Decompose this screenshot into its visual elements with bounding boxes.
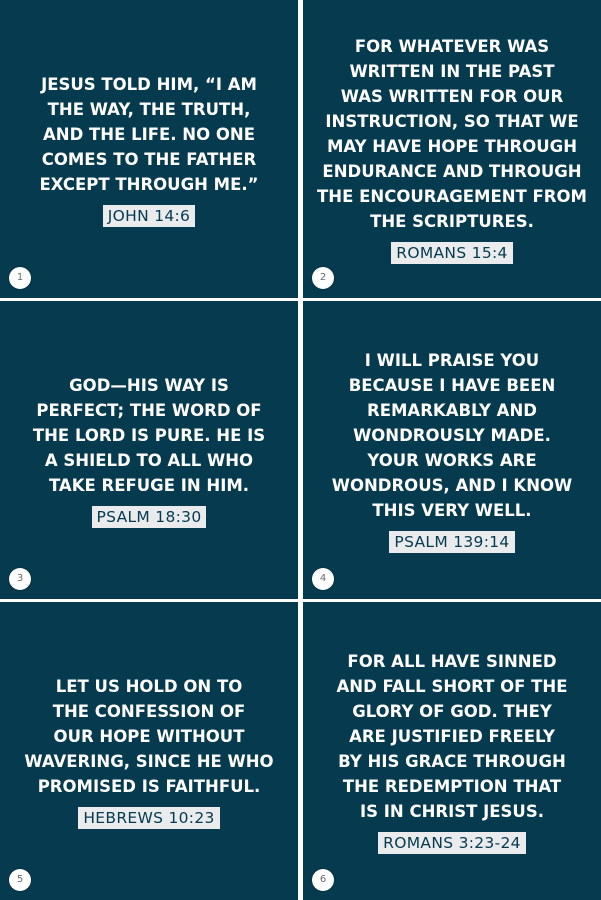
verse-line: A SHIELD TO ALL WHO (44, 450, 254, 470)
verse-line: THIS VERY WELL. (372, 500, 532, 520)
verse-text (320, 348, 584, 523)
verse-text (12, 674, 285, 799)
verse-line: AND FALL SHORT OF THE (336, 676, 568, 696)
verse-line: WONDROUS, AND I KNOW (331, 475, 573, 495)
verse-line: WAVERING, SINCE HE WHO (24, 751, 274, 771)
verse-line: FOR WHATEVER WAS (354, 37, 550, 56)
verse-line: WAS WRITTEN FOR OUR (340, 87, 564, 106)
verse-card[interactable] (0, 301, 298, 599)
verse-reference: PSALM 18:30 (92, 506, 207, 528)
verse-line: IS IN CHRIST JESUS. (360, 801, 544, 821)
verse-card[interactable] (303, 301, 601, 599)
verse-line: THE WAY, THE TRUTH, (47, 99, 251, 119)
verse-line: AND THE LIFE. NO ONE (42, 124, 255, 144)
verse-reference: JOHN 14:6 (103, 205, 195, 227)
verse-line: BECAUSE I HAVE BEEN (348, 375, 556, 395)
card-number-badge: 6 (312, 869, 334, 891)
verse-line: COMES TO THE FATHER (41, 149, 257, 169)
verse-card[interactable] (303, 602, 601, 900)
card-number-badge: 1 (9, 267, 31, 289)
verse-text (325, 649, 580, 824)
verse-line: GLORY OF GOD. THEY (352, 701, 552, 721)
verse-line: EXCEPT THROUGH ME.” (39, 174, 259, 194)
verse-line: PERFECT; THE WORD OF (36, 400, 262, 420)
verse-line: INSTRUCTION, SO THAT WE (325, 112, 579, 131)
verse-line: FOR ALL HAVE SINNED (347, 651, 557, 671)
verse-card-content (303, 34, 601, 264)
verse-text (28, 72, 271, 197)
verse-line: THE ENCOURAGEMENT FROM (317, 187, 587, 206)
verse-line: OUR HOPE WITHOUT (53, 726, 245, 746)
verse-line: THE LORD IS PURE. HE IS (32, 425, 266, 445)
verse-card[interactable] (303, 0, 601, 298)
verse-line: ENDURANCE AND THROUGH (322, 162, 582, 181)
verse-line: GOD—HIS WAY IS (69, 375, 229, 395)
verse-text (21, 373, 277, 498)
verse-text (305, 34, 599, 234)
verse-line: WRITTEN IN THE PAST (349, 62, 555, 81)
verse-reference: HEBREWS 10:23 (78, 807, 219, 829)
verse-line: THE REDEMPTION THAT (342, 776, 562, 796)
verse-card-content (0, 674, 298, 829)
verse-line: YOUR WORKS ARE (367, 450, 537, 470)
verse-card[interactable] (0, 602, 298, 900)
verse-card-content (303, 649, 601, 854)
verse-line: MAY HAVE HOPE THROUGH (326, 137, 578, 156)
verse-line: REMARKABLY AND (367, 400, 537, 420)
verse-reference: PSALM 139:14 (389, 531, 514, 553)
verse-line: PROMISED IS FAITHFUL. (37, 776, 261, 796)
verse-line: WONDROUSLY MADE. (353, 425, 551, 445)
verse-line: ARE JUSTIFIED FREELY (349, 726, 555, 746)
verse-card[interactable] (0, 0, 298, 298)
verse-reference: ROMANS 3:23-24 (378, 832, 526, 854)
verse-card-content (0, 72, 298, 227)
verse-card-content (0, 373, 298, 528)
verse-line: TAKE REFUGE IN HIM. (48, 475, 250, 495)
card-number-badge: 5 (9, 869, 31, 891)
verse-line: THE CONFESSION OF (52, 701, 246, 721)
card-number-badge: 2 (312, 267, 334, 289)
card-number-badge: 3 (9, 568, 31, 590)
verse-line: JESUS TOLD HIM, “I AM (41, 74, 257, 94)
verse-line: I WILL PRAISE YOU (364, 350, 540, 370)
verse-card-content (303, 348, 601, 553)
verse-line: THE SCRIPTURES. (370, 212, 534, 231)
verse-reference: ROMANS 15:4 (391, 242, 512, 264)
verse-line: BY HIS GRACE THROUGH (338, 751, 566, 771)
verse-line: LET US HOLD ON TO (55, 676, 243, 696)
card-number-badge: 4 (312, 568, 334, 590)
